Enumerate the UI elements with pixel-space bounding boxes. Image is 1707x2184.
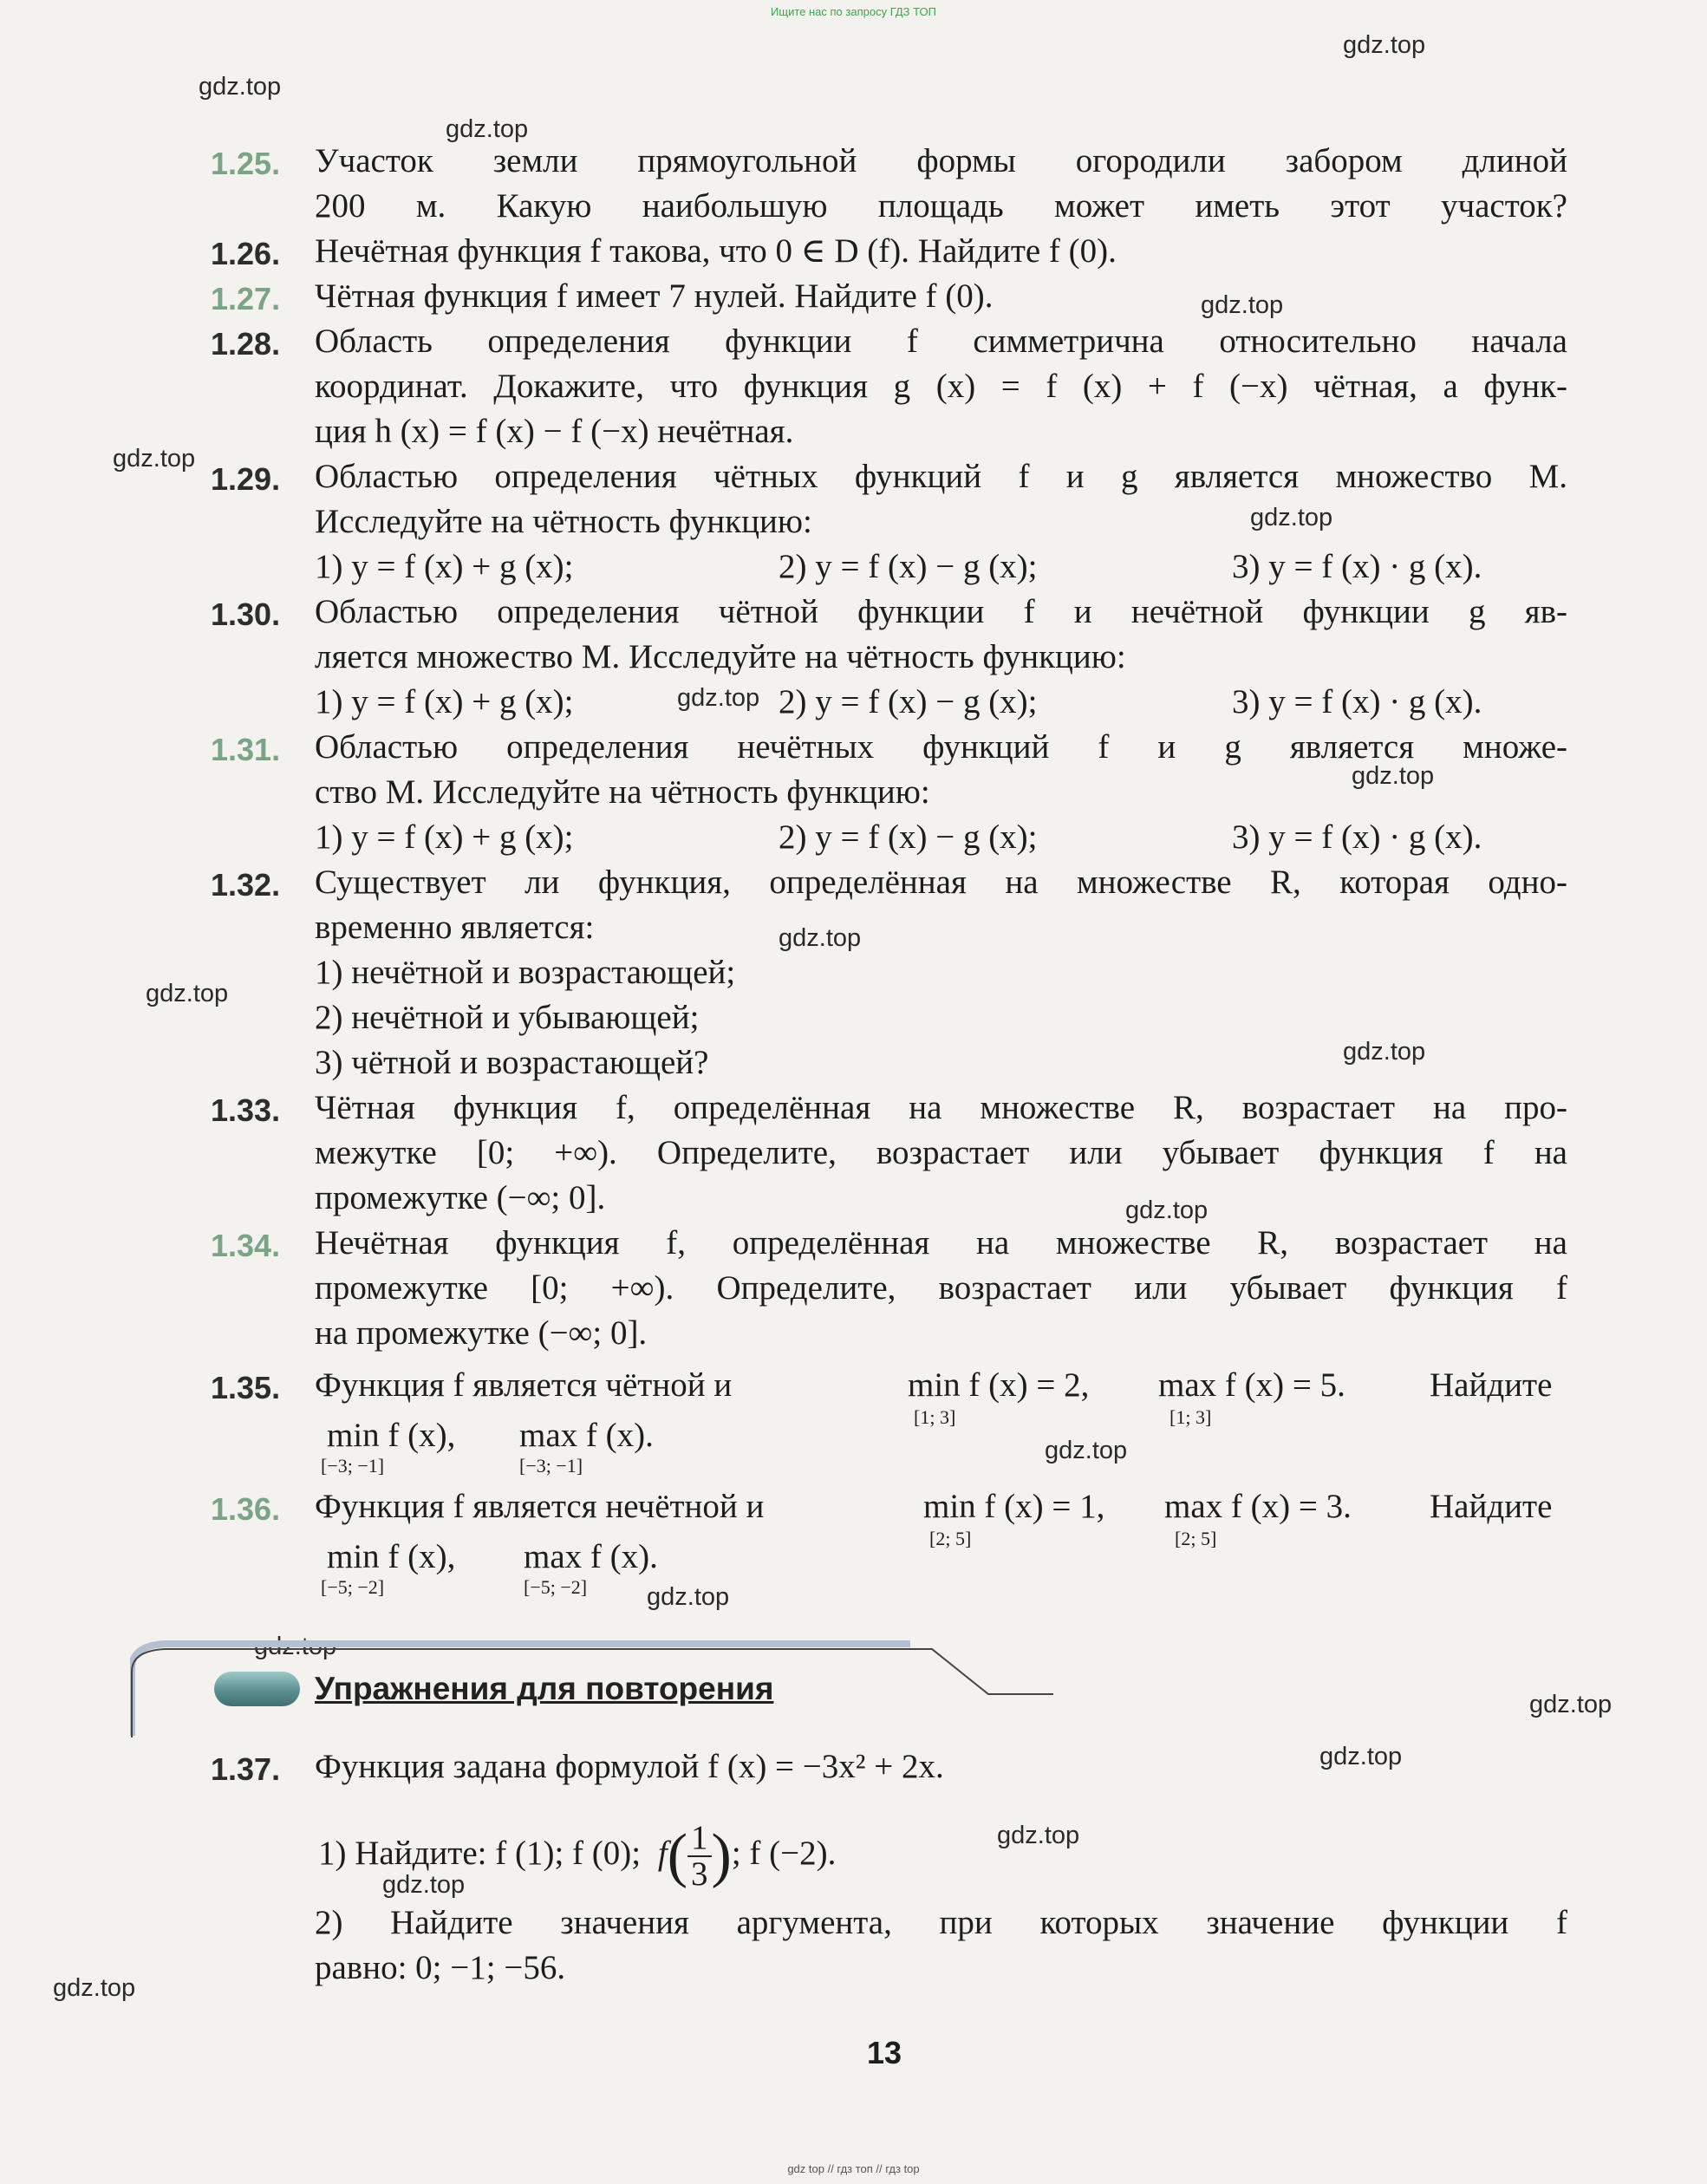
- page-number: 13: [867, 2035, 902, 2070]
- watermark: gdz.top: [1529, 1691, 1613, 1718]
- subscript-interval: [1; 3]: [914, 1406, 956, 1428]
- option: 3) y = f (x) · g (x).: [1232, 818, 1482, 856]
- problem-number: 1.30.: [211, 597, 281, 632]
- problem-text: 2) Найдите значения аргумента, при которых значение функции f: [315, 1904, 1567, 1941]
- option: 3) y = f (x) · g (x).: [1232, 548, 1482, 585]
- problem-text: временно является:: [315, 909, 595, 946]
- problem-text: ция h (x) = f (x) − f (−x) нечётная.: [315, 413, 794, 450]
- watermark: gdz.top: [199, 73, 282, 101]
- problem-text: Найдите: [1430, 1488, 1553, 1525]
- section-badge-icon: [214, 1672, 300, 1706]
- subscript-interval: [1; 3]: [1169, 1406, 1212, 1428]
- problem-number: 1.32.: [211, 867, 281, 903]
- problem-number: 1.31.: [211, 732, 281, 767]
- watermark: gdz.top: [382, 1871, 466, 1899]
- problem-text: Функция f является чётной и: [315, 1366, 733, 1404]
- option: 2) y = f (x) − g (x);: [779, 683, 1038, 720]
- watermark: gdz.top: [1045, 1437, 1128, 1464]
- task-part: 1) Найдите: f (1); f (0);: [318, 1834, 642, 1872]
- watermark: gdz.top: [113, 445, 196, 473]
- option: 1) y = f (x) + g (x);: [315, 818, 574, 856]
- subscript-interval: [−3; −1]: [321, 1455, 385, 1477]
- watermark: gdz.top: [1125, 1196, 1209, 1224]
- problem-text: координат. Докажите, что функция g (x) = f (x) + f (−x) чётная, а функ-: [315, 368, 1567, 405]
- subscript-interval: [−5; −2]: [321, 1576, 385, 1598]
- problem-number: 1.29.: [211, 461, 281, 497]
- problem-number: 1.27.: [211, 281, 281, 316]
- problem-number: 1.35.: [211, 1370, 281, 1405]
- subscript-interval: [2; 5]: [1175, 1528, 1217, 1549]
- problem-text: Нечётная функция f, определённая на множестве R, возрастает на: [315, 1224, 1567, 1262]
- option: 2) y = f (x) − g (x);: [779, 548, 1038, 585]
- problem-text: межутке [0; +∞). Определите, возрастает или убывает функция f на: [315, 1134, 1567, 1171]
- subscript-interval: [2; 5]: [929, 1528, 972, 1549]
- top-note: Ищите нас по запросу ГДЗ ТОП: [771, 5, 936, 18]
- problem-text: Областью определения нечётных функций f и g является множе-: [315, 728, 1567, 766]
- watermark: gdz.top: [446, 115, 529, 143]
- watermark: gdz.top: [1201, 291, 1284, 319]
- problem-number: 1.34.: [211, 1228, 281, 1263]
- problem-text: ляется множество M. Исследуйте на чётность функцию:: [315, 638, 1126, 675]
- problem-text: промежутке (−∞; 0].: [315, 1179, 606, 1216]
- option: 1) y = f (x) + g (x);: [315, 683, 574, 720]
- watermark: gdz.top: [1343, 1038, 1426, 1066]
- problem-text: Нечётная функция f такова, что 0 ∈ D (f). Найдите f (0).: [315, 232, 1117, 270]
- problem-text: промежутке [0; +∞). Определите, возрастает или убывает функция f: [315, 1269, 1567, 1307]
- problem-text: Существует ли функция, определённая на множестве R, которая одно-: [315, 864, 1567, 901]
- watermark: gdz.top: [997, 1822, 1080, 1849]
- subscript-interval: [−3; −1]: [519, 1455, 583, 1477]
- problem-text: Чётная функция f, определённая на множестве R, возрастает на про-: [315, 1089, 1567, 1126]
- problem-text: Чётная функция f имеет 7 нулей. Найдите f (0).: [315, 277, 994, 315]
- formula-max: max f (x) = 5.: [1158, 1366, 1345, 1404]
- problem-text: ство M. Исследуйте на чётность функцию:: [315, 773, 930, 811]
- subscript-interval: [−5; −2]: [524, 1576, 588, 1598]
- task-part: ; f (−2).: [731, 1834, 837, 1872]
- formula-max: max f (x) = 3.: [1164, 1488, 1352, 1525]
- option: 3) y = f (x) · g (x).: [1232, 683, 1482, 720]
- problem-text: Исследуйте на чётность функцию:: [315, 503, 812, 540]
- problem-number: 1.36.: [211, 1491, 281, 1527]
- fraction: $\frac{1}{3}$: [687, 1821, 712, 1892]
- problem-number: 1.25.: [211, 146, 281, 181]
- problem-text: Область определения функции f симметрична относительно начала: [315, 323, 1567, 360]
- option: 1) y = f (x) + g (x);: [315, 548, 574, 585]
- formula-max: max f (x).: [519, 1417, 654, 1454]
- problem-text: Найдите: [1430, 1366, 1553, 1404]
- watermark: gdz.top: [146, 980, 229, 1007]
- formula-max: max f (x).: [524, 1538, 658, 1575]
- watermark: gdz.top: [1352, 762, 1435, 790]
- problem-number: 1.26.: [211, 236, 281, 271]
- problem-text: Участок земли прямоугольной формы огородили забором длиной: [315, 142, 1567, 179]
- problem-number: 1.33.: [211, 1092, 281, 1128]
- problem-text: Областью определения чётных функций f и g является множество M.: [315, 458, 1567, 495]
- problem-text: Функция задана формулой f (x) = −3x² + 2x.: [315, 1748, 944, 1785]
- watermark: gdz.top: [1343, 31, 1426, 59]
- problem-number: 1.37.: [211, 1751, 281, 1787]
- watermark: gdz.top: [779, 924, 862, 952]
- formula-min: min f (x),: [327, 1538, 456, 1575]
- section-title: Упражнения для повторения: [315, 1671, 774, 1706]
- watermark: gdz.top: [254, 1633, 337, 1660]
- bottom-note: gdz top // гдз топ // гдз top: [787, 2162, 920, 2175]
- watermark: gdz.top: [1250, 504, 1333, 531]
- problem-text: 1) Найдите: f (1); f (0); f( $\frac{1}{3}$ ); f (−2).: [318, 1819, 837, 1893]
- option: 2) y = f (x) − g (x);: [779, 818, 1038, 856]
- problem-text: Функция f является нечётной и: [315, 1488, 765, 1525]
- option: 1) нечётной и возрастающей;: [315, 954, 736, 991]
- formula-min: min f (x) = 1,: [923, 1488, 1105, 1525]
- watermark: gdz.top: [1319, 1743, 1403, 1770]
- watermark: gdz.top: [647, 1583, 730, 1611]
- problem-text: на промежутке (−∞; 0].: [315, 1314, 648, 1352]
- problem-text: равно: 0; −1; −56.: [315, 1949, 566, 1986]
- option: 2) нечётной и убывающей;: [315, 999, 700, 1036]
- formula-min: min f (x),: [327, 1417, 456, 1454]
- watermark: gdz.top: [677, 684, 760, 712]
- formula-min: min f (x) = 2,: [908, 1366, 1090, 1404]
- option: 3) чётной и возрастающей?: [315, 1044, 709, 1081]
- watermark: gdz.top: [53, 1974, 136, 2002]
- problem-text: Областью определения чётной функции f и нечётной функции g яв-: [315, 593, 1567, 630]
- problem-text: 200 м. Какую наибольшую площадь может иметь этот участок?: [315, 187, 1567, 225]
- problem-number: 1.28.: [211, 326, 281, 362]
